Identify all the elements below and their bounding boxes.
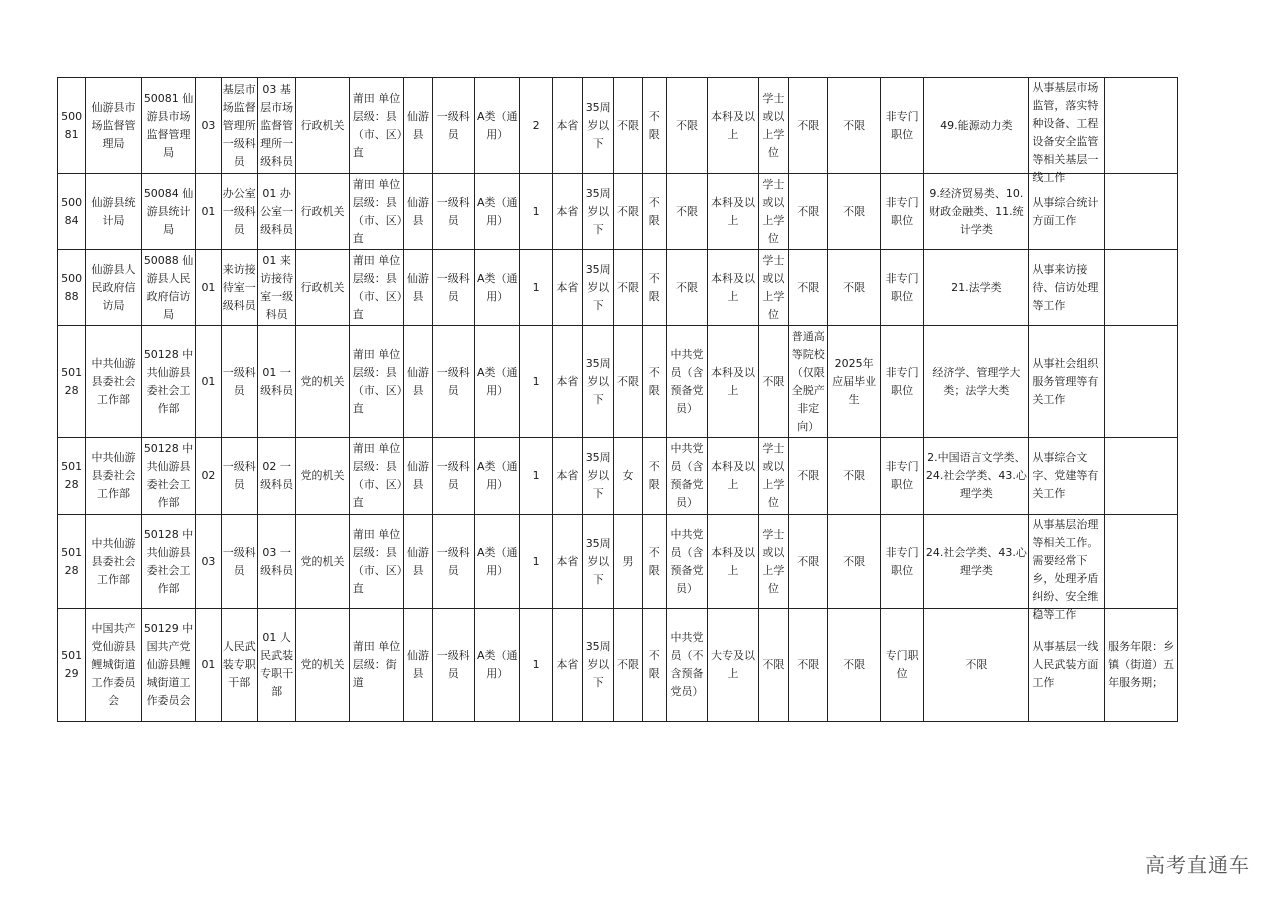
cell-unit-level: 莆田 单位层级：县（市、区）直 <box>349 326 404 438</box>
cell-remarks <box>1105 250 1178 326</box>
cell-department: 仙游县人民政府信访局 <box>86 250 142 326</box>
cell-degree: 学士或以上学位 <box>758 438 788 515</box>
cell-location: 仙游县 <box>404 78 432 174</box>
cell-graduate-type: 不限 <box>828 515 881 609</box>
cell-gender: 不限 <box>614 326 642 438</box>
cell-graduate-type: 不限 <box>828 174 881 250</box>
cell-remarks: 服务年限：乡镇（街道）五年服务期； <box>1105 609 1178 722</box>
cell-exam-category: A类（通用） <box>475 515 520 609</box>
cell-remarks <box>1105 515 1178 609</box>
cell-origin: 本省 <box>552 250 582 326</box>
table-row <box>58 515 1178 609</box>
cell-position-name: 来访接待室一级科员 <box>221 250 257 326</box>
cell-position-name: 一级科员 <box>221 438 257 515</box>
cell-position-type: 非专门职位 <box>880 78 923 174</box>
cell-dept-full: 50084 仙游县统计局 <box>141 174 196 250</box>
cell-dept-full: 50081 仙游县市场监督管理局 <box>141 78 196 174</box>
cell-graduate-school: 不限 <box>789 438 828 515</box>
cell-age-limit: 35周岁以下 <box>583 326 614 438</box>
cell-gender: 女 <box>614 438 642 515</box>
table-row <box>58 78 1178 174</box>
cell-code: 50084 <box>58 174 86 250</box>
cell-ethnicity: 不限 <box>642 609 666 722</box>
cell-age-limit: 35周岁以下 <box>583 515 614 609</box>
cell-age-limit: 35周岁以下 <box>583 250 614 326</box>
cell-job-duties: 从事社会组织服务管理等有关工作 <box>1029 326 1105 438</box>
cell-graduate-type: 不限 <box>828 438 881 515</box>
cell-rank: 一级科员 <box>432 174 474 250</box>
cell-ethnicity: 不限 <box>642 250 666 326</box>
cell-political-status: 不限 <box>666 250 707 326</box>
cell-exam-category: A类（通用） <box>475 326 520 438</box>
cell-job-duties: 从事基层市场监管，落实特种设备、工程设备安全监管等相关基层一线工作 <box>1029 78 1105 174</box>
cell-origin: 本省 <box>552 78 582 174</box>
cell-position-full: 03 基层市场监督管理所一级科员 <box>257 78 295 174</box>
cell-major: 2.中国语言文学类、24.社会学类、43.心理学类 <box>924 438 1029 515</box>
cell-age-limit: 35周岁以下 <box>583 438 614 515</box>
cell-unit-level: 莆田 单位层级：县（市、区）直 <box>349 438 404 515</box>
cell-position-full: 01 人民武装专职干部 <box>257 609 295 722</box>
cell-political-status: 不限 <box>666 78 707 174</box>
cell-code: 50128 <box>58 515 86 609</box>
cell-gender: 不限 <box>614 174 642 250</box>
cell-gender: 男 <box>614 515 642 609</box>
cell-education: 本科及以上 <box>708 78 758 174</box>
cell-agency-type: 党的机关 <box>296 515 350 609</box>
cell-graduate-school: 不限 <box>789 515 828 609</box>
cell-job-duties: 从事综合统计方面工作 <box>1029 174 1105 250</box>
cell-position-code: 01 <box>196 326 221 438</box>
cell-major: 21.法学类 <box>924 250 1029 326</box>
cell-dept-full: 50129 中国共产党仙游县鲤城街道工作委员会 <box>141 609 196 722</box>
cell-exam-category: A类（通用） <box>475 438 520 515</box>
cell-unit-level: 莆田 单位层级：县（市、区）直 <box>349 515 404 609</box>
cell-position-name: 一级科员 <box>221 326 257 438</box>
cell-education: 本科及以上 <box>708 326 758 438</box>
table-row <box>58 609 1178 722</box>
cell-age-limit: 35周岁以下 <box>583 78 614 174</box>
cell-graduate-type: 不限 <box>828 78 881 174</box>
cell-position-code: 03 <box>196 78 221 174</box>
watermark-text: 高考直通车 <box>1145 853 1250 877</box>
cell-job-duties: 从事基层治理等相关工作。需要经常下乡，处理矛盾纠纷、安全维稳等工作 <box>1029 515 1105 609</box>
cell-rank: 一级科员 <box>432 609 474 722</box>
cell-education: 本科及以上 <box>708 515 758 609</box>
cell-agency-type: 党的机关 <box>296 609 350 722</box>
cell-headcount: 1 <box>520 438 552 515</box>
cell-position-full: 02 一级科员 <box>257 438 295 515</box>
cell-graduate-school: 不限 <box>789 174 828 250</box>
cell-headcount: 1 <box>520 174 552 250</box>
cell-location: 仙游县 <box>404 174 432 250</box>
cell-headcount: 1 <box>520 326 552 438</box>
cell-department: 仙游县统计局 <box>86 174 142 250</box>
cell-origin: 本省 <box>552 174 582 250</box>
cell-remarks <box>1105 174 1178 250</box>
cell-major: 49.能源动力类 <box>924 78 1029 174</box>
cell-political-status: 中共党员（含预备党员） <box>666 326 707 438</box>
cell-headcount: 1 <box>520 609 552 722</box>
cell-location: 仙游县 <box>404 326 432 438</box>
cell-department: 中国共产党仙游县鲤城街道工作委员会 <box>86 609 142 722</box>
cell-major: 经济学、管理学大类；法学大类 <box>924 326 1029 438</box>
cell-gender: 不限 <box>614 250 642 326</box>
cell-graduate-type: 不限 <box>828 609 881 722</box>
cell-origin: 本省 <box>552 326 582 438</box>
table-row <box>58 174 1178 250</box>
cell-dept-full: 50128 中共仙游县委社会工作部 <box>141 326 196 438</box>
cell-exam-category: A类（通用） <box>475 78 520 174</box>
cell-remarks <box>1105 326 1178 438</box>
cell-location: 仙游县 <box>404 250 432 326</box>
cell-position-name: 一级科员 <box>221 515 257 609</box>
cell-graduate-school: 不限 <box>789 78 828 174</box>
cell-degree: 不限 <box>758 609 788 722</box>
cell-code: 50128 <box>58 438 86 515</box>
cell-education: 大专及以上 <box>708 609 758 722</box>
cell-position-type: 非专门职位 <box>880 438 923 515</box>
cell-ethnicity: 不限 <box>642 78 666 174</box>
cell-agency-type: 行政机关 <box>296 250 350 326</box>
cell-position-type: 非专门职位 <box>880 326 923 438</box>
cell-headcount: 1 <box>520 515 552 609</box>
job-position-table <box>57 77 1178 722</box>
table-row <box>58 438 1178 515</box>
cell-position-full: 03 一级科员 <box>257 515 295 609</box>
cell-position-type: 非专门职位 <box>880 174 923 250</box>
cell-job-duties: 从事基层一线人民武装方面工作 <box>1029 609 1105 722</box>
cell-location: 仙游县 <box>404 609 432 722</box>
cell-department: 仙游县市场监督管理局 <box>86 78 142 174</box>
cell-agency-type: 行政机关 <box>296 78 350 174</box>
cell-job-duties: 从事来访接待、信访处理等工作 <box>1029 250 1105 326</box>
cell-position-code: 03 <box>196 515 221 609</box>
cell-degree: 学士或以上学位 <box>758 78 788 174</box>
cell-rank: 一级科员 <box>432 515 474 609</box>
cell-department: 中共仙游县委社会工作部 <box>86 438 142 515</box>
cell-ethnicity: 不限 <box>642 174 666 250</box>
cell-agency-type: 党的机关 <box>296 326 350 438</box>
cell-origin: 本省 <box>552 609 582 722</box>
cell-age-limit: 35周岁以下 <box>583 174 614 250</box>
cell-position-code: 01 <box>196 174 221 250</box>
cell-graduate-type: 2025年应届毕业生 <box>828 326 881 438</box>
cell-position-code: 02 <box>196 438 221 515</box>
cell-agency-type: 党的机关 <box>296 438 350 515</box>
cell-gender: 不限 <box>614 78 642 174</box>
cell-age-limit: 35周岁以下 <box>583 609 614 722</box>
cell-education: 本科及以上 <box>708 438 758 515</box>
cell-remarks <box>1105 438 1178 515</box>
cell-job-duties: 从事综合文字、党建等有关工作 <box>1029 438 1105 515</box>
cell-unit-level: 莆田 单位层级：县（市、区）直 <box>349 174 404 250</box>
cell-degree: 不限 <box>758 326 788 438</box>
cell-graduate-school: 不限 <box>789 250 828 326</box>
cell-political-status: 中共党员（含预备党员） <box>666 438 707 515</box>
cell-rank: 一级科员 <box>432 250 474 326</box>
cell-origin: 本省 <box>552 515 582 609</box>
cell-remarks <box>1105 78 1178 174</box>
cell-political-status: 中共党员（不含预备党员） <box>666 609 707 722</box>
cell-ethnicity: 不限 <box>642 515 666 609</box>
cell-position-name: 人民武装专职干部 <box>221 609 257 722</box>
cell-exam-category: A类（通用） <box>475 250 520 326</box>
cell-political-status: 不限 <box>666 174 707 250</box>
cell-major: 9.经济贸易类、10.财政金融类、11.统计学类 <box>924 174 1029 250</box>
cell-political-status: 中共党员（含预备党员） <box>666 515 707 609</box>
cell-position-name: 基层市场监督管理所一级科员 <box>221 78 257 174</box>
cell-unit-level: 莆田 单位层级：县（市、区）直 <box>349 78 404 174</box>
cell-graduate-school: 不限 <box>789 609 828 722</box>
cell-location: 仙游县 <box>404 515 432 609</box>
table-row <box>58 326 1178 438</box>
cell-agency-type: 行政机关 <box>296 174 350 250</box>
cell-code: 50088 <box>58 250 86 326</box>
cell-position-full: 01 一级科员 <box>257 326 295 438</box>
cell-location: 仙游县 <box>404 438 432 515</box>
cell-degree: 学士或以上学位 <box>758 174 788 250</box>
cell-graduate-school: 普通高等院校（仅限全脱产非定向） <box>789 326 828 438</box>
table-row <box>58 250 1178 326</box>
cell-department: 中共仙游县委社会工作部 <box>86 326 142 438</box>
cell-position-type: 非专门职位 <box>880 515 923 609</box>
cell-position-full: 01 来访接待室一级科员 <box>257 250 295 326</box>
cell-gender: 不限 <box>614 609 642 722</box>
cell-position-code: 01 <box>196 609 221 722</box>
cell-education: 本科及以上 <box>708 250 758 326</box>
cell-position-type: 非专门职位 <box>880 250 923 326</box>
cell-degree: 学士或以上学位 <box>758 250 788 326</box>
cell-exam-category: A类（通用） <box>475 174 520 250</box>
cell-dept-full: 50128 中共仙游县委社会工作部 <box>141 438 196 515</box>
cell-graduate-type: 不限 <box>828 250 881 326</box>
cell-position-code: 01 <box>196 250 221 326</box>
cell-degree: 学士或以上学位 <box>758 515 788 609</box>
cell-dept-full: 50128 中共仙游县委社会工作部 <box>141 515 196 609</box>
cell-position-name: 办公室一级科员 <box>221 174 257 250</box>
cell-origin: 本省 <box>552 438 582 515</box>
cell-rank: 一级科员 <box>432 78 474 174</box>
cell-position-full: 01 办公室一级科员 <box>257 174 295 250</box>
cell-education: 本科及以上 <box>708 174 758 250</box>
cell-position-type: 专门职位 <box>880 609 923 722</box>
cell-department: 中共仙游县委社会工作部 <box>86 515 142 609</box>
cell-rank: 一级科员 <box>432 326 474 438</box>
cell-code: 50129 <box>58 609 86 722</box>
cell-major: 不限 <box>924 609 1029 722</box>
cell-code: 50081 <box>58 78 86 174</box>
cell-code: 50128 <box>58 326 86 438</box>
cell-ethnicity: 不限 <box>642 438 666 515</box>
cell-unit-level: 莆田 单位层级：街道 <box>349 609 404 722</box>
cell-ethnicity: 不限 <box>642 326 666 438</box>
cell-exam-category: A类（通用） <box>475 609 520 722</box>
cell-major: 24.社会学类、43.心理学类 <box>924 515 1029 609</box>
cell-unit-level: 莆田 单位层级：县（市、区）直 <box>349 250 404 326</box>
cell-dept-full: 50088 仙游县人民政府信访局 <box>141 250 196 326</box>
cell-rank: 一级科员 <box>432 438 474 515</box>
cell-headcount: 1 <box>520 250 552 326</box>
cell-headcount: 2 <box>520 78 552 174</box>
